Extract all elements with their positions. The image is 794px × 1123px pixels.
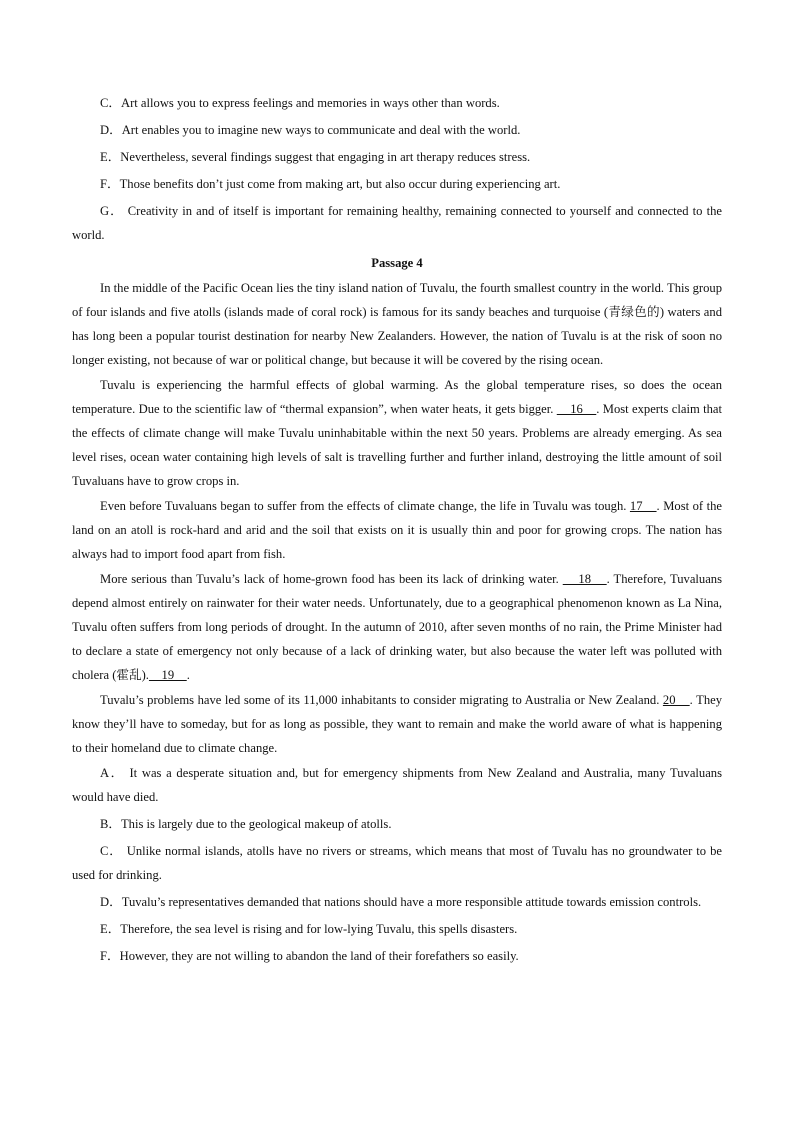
option-c: C． Unlike normal islands, atolls have no rivers or streams, which means that most of Tuvalu has no groundwater to be used for drinking. xyxy=(72,844,722,882)
paragraph-4-text-a: More serious than Tuvalu’s lack of home-grown food has been its lack of drinking water. xyxy=(100,572,563,586)
paragraph-2 xyxy=(72,373,722,493)
prev-option-f: F．Those benefits don’t just come from making art, but also occur during experiencing art. xyxy=(100,177,561,191)
passage-title: Passage 4 xyxy=(371,256,423,270)
blank-17: 17 xyxy=(629,499,657,513)
paragraph-5-text-a: Tuvalu’s problems have led some of its 11,000 inhabitants to consider migrating to Australia or New Zealand. xyxy=(100,693,663,707)
paragraph-3 xyxy=(72,494,722,566)
paragraph-3-text-b: . Most of the land on an atoll is rock-hard and arid and the soil that exists on it is usually thin and poor for growing crops. The nation has always had to import food apart from fish. xyxy=(72,499,722,561)
paragraph-4 xyxy=(72,567,722,687)
prev-option-g: G． Creativity in and of itself is important for remaining healthy, remaining connected to yourself and connected to the world. xyxy=(72,204,722,242)
blank-18: 18 xyxy=(562,572,607,586)
blank-20: 20 xyxy=(662,693,690,707)
option-d: D．Tuvalu’s representatives demanded that nations should have a more responsible attitude towards emission controls. xyxy=(100,895,702,909)
option-f: F．However, they are not willing to abandon the land of their forefathers so easily. xyxy=(100,949,519,963)
blank-19: 19 xyxy=(148,668,187,682)
paragraph-4-text-c: . xyxy=(186,668,190,682)
page-content xyxy=(72,91,722,971)
option-a: A． It was a desperate situation and, but for emergency shipments from New Zealand and Australia, many Tuvaluans would have died. xyxy=(72,766,722,804)
paragraph-3-text-a: Even before Tuvaluans began to suffer from the effects of climate change, the life in Tuvalu was tough. xyxy=(100,499,630,513)
option-b: B．This is largely due to the geological makeup of atolls. xyxy=(100,817,392,831)
paragraph-5-text-b: . They know they’ll have to someday, but for as long as possible, they want to remain and make the world aware of what is happening to their homeland due to climate change. xyxy=(72,693,723,755)
option-e: E．Therefore, the sea level is rising and for low-lying Tuvalu, this spells disasters. xyxy=(100,922,518,936)
paragraph-5 xyxy=(72,688,722,760)
prev-option-e: E．Nevertheless, several findings suggest that engaging in art therapy reduces stress. xyxy=(100,150,531,164)
paragraph-1-text: In the middle of the Pacific Ocean lies the tiny island nation of Tuvalu, the fourth smallest country in the world. This group of four islands and five atolls (islands made of coral rock) is famous for its sandy beaches and turquoise (青绿色的) waters and has long been a popular tourist destination for nearby New Zealanders. However, the nation of Tuvalu is at the risk of soon no longer existing, not because of war or political change, but because it will be covered by the rising ocean. xyxy=(72,281,722,367)
paragraph-4-text-b: . Therefore, Tuvaluans depend almost entirely on rainwater for their water needs. Unfortunately, due to a geographical phenomenon known as La Nina, Tuvalu often suffers from long periods of drought. In the autumn of 2010, after seven months of no rain, the Prime Minister had to declare a state of emergency not only because of a lack of drinking water, but also because the water left was polluted with cholera (霍乱). xyxy=(72,572,723,682)
paragraph-1 xyxy=(72,276,722,372)
prev-option-c: C．Art allows you to express feelings and memories in ways other than words. xyxy=(100,96,500,110)
paragraph-2-text-a: Tuvalu is experiencing the harmful effects of global warming. As the global temperature rises, so does the ocean temperature. Due to the scientific law of “thermal expansion”, when water heats, it gets bigger. xyxy=(72,378,722,416)
paragraph-2-text-b: . Most experts claim that the effects of climate change will make Tuvalu uninhabitable within the next 50 years. Problems are already emerging. As sea level rises, ocean water containing high levels of salt is travelling further and further inland, destroying the little amount of soil Tuvaluans have to grow crops in. xyxy=(72,402,722,488)
prev-option-d: D．Art enables you to imagine new ways to communicate and deal with the world. xyxy=(100,123,521,137)
blank-16: 16 xyxy=(556,402,597,416)
